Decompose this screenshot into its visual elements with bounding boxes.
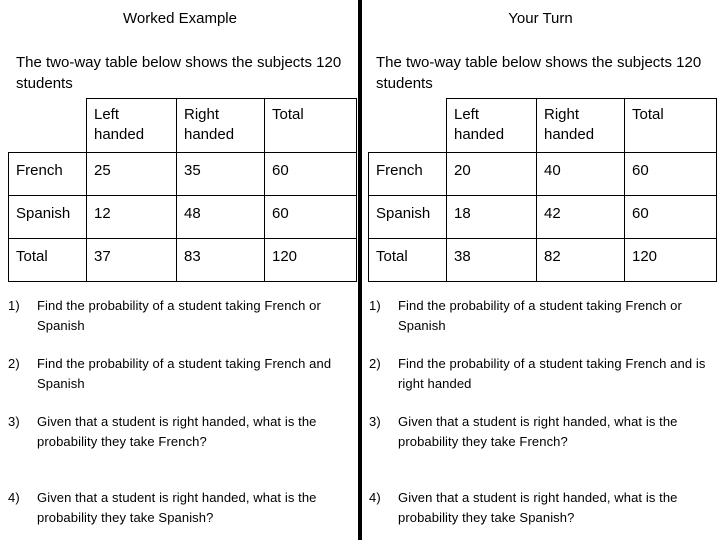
table-row: [369, 153, 717, 196]
table-header-row: [369, 99, 717, 153]
intro-text: The two-way table below shows the subjects 120 students: [376, 54, 702, 92]
intro-text: The two-way table below shows the subjects 120 students: [16, 54, 342, 92]
column-header-total: Total: [625, 99, 717, 153]
table-corner-cell: [369, 99, 447, 153]
question-text: Find the probability of a student taking French or Spanish: [398, 298, 682, 333]
question-number: 4): [369, 490, 381, 505]
question-text: Given that a student is right handed, what is the probability they take French?: [37, 414, 317, 449]
table-cell: 20: [447, 153, 537, 196]
question-4: [369, 488, 719, 528]
row-header-total: Total: [369, 239, 447, 282]
question-text: Given that a student is right handed, what is the probability they take Spanish?: [37, 490, 317, 525]
table-cell: 82: [537, 239, 625, 282]
panel-heading: Worked Example: [123, 10, 237, 27]
question-text: Given that a student is right handed, what is the probability they take Spanish?: [398, 490, 678, 525]
row-header-spanish: Spanish: [369, 196, 447, 239]
table-cell: 12: [87, 196, 177, 239]
question-number: 3): [369, 414, 381, 429]
question-text: Find the probability of a student taking French and is right handed: [398, 356, 706, 391]
table-cell: 120: [265, 239, 357, 282]
row-header-french: French: [369, 153, 447, 196]
question-3: [8, 412, 358, 452]
your-turn-panel: [361, 0, 720, 540]
question-2: [8, 354, 358, 394]
table-cell: 60: [625, 196, 717, 239]
table-cell: 60: [265, 196, 357, 239]
table-cell: 40: [537, 153, 625, 196]
question-text: Find the probability of a student taking French and Spanish: [37, 356, 332, 391]
question-1: [8, 296, 358, 336]
table-cell: 38: [447, 239, 537, 282]
question-number: 2): [8, 356, 20, 371]
column-header-right-handed: Right handed: [177, 99, 265, 153]
table-cell: 35: [177, 153, 265, 196]
table-cell: 60: [265, 153, 357, 196]
table-cell: 83: [177, 239, 265, 282]
table-row: [369, 196, 717, 239]
question-text: Find the probability of a student taking French or Spanish: [37, 298, 321, 333]
question-number: 1): [369, 298, 381, 313]
table-cell: 18: [447, 196, 537, 239]
panel-heading: Your Turn: [508, 10, 573, 27]
question-number: 2): [369, 356, 381, 371]
two-way-table: [368, 98, 717, 282]
question-number: 1): [8, 298, 20, 313]
table-row: [369, 239, 717, 282]
question-2: [369, 354, 719, 394]
question-number: 3): [8, 414, 20, 429]
question-number: 4): [8, 490, 20, 505]
table-row: [9, 196, 357, 239]
table-row: [9, 153, 357, 196]
table-cell: 120: [625, 239, 717, 282]
column-header-right-handed: Right handed: [537, 99, 625, 153]
row-header-spanish: Spanish: [9, 196, 87, 239]
table-row: [9, 239, 357, 282]
column-header-total: Total: [265, 99, 357, 153]
table-cell: 42: [537, 196, 625, 239]
question-3: [369, 412, 719, 452]
table-corner-cell: [9, 99, 87, 153]
column-header-left-handed: Left handed: [87, 99, 177, 153]
table-cell: 37: [87, 239, 177, 282]
table-cell: 48: [177, 196, 265, 239]
two-way-table: [8, 98, 357, 282]
table-header-row: [9, 99, 357, 153]
question-4: [8, 488, 358, 528]
question-1: [369, 296, 719, 336]
question-text: Given that a student is right handed, what is the probability they take French?: [398, 414, 678, 449]
table-cell: 25: [87, 153, 177, 196]
table-cell: 60: [625, 153, 717, 196]
row-header-french: French: [9, 153, 87, 196]
row-header-total: Total: [9, 239, 87, 282]
column-header-left-handed: Left handed: [447, 99, 537, 153]
